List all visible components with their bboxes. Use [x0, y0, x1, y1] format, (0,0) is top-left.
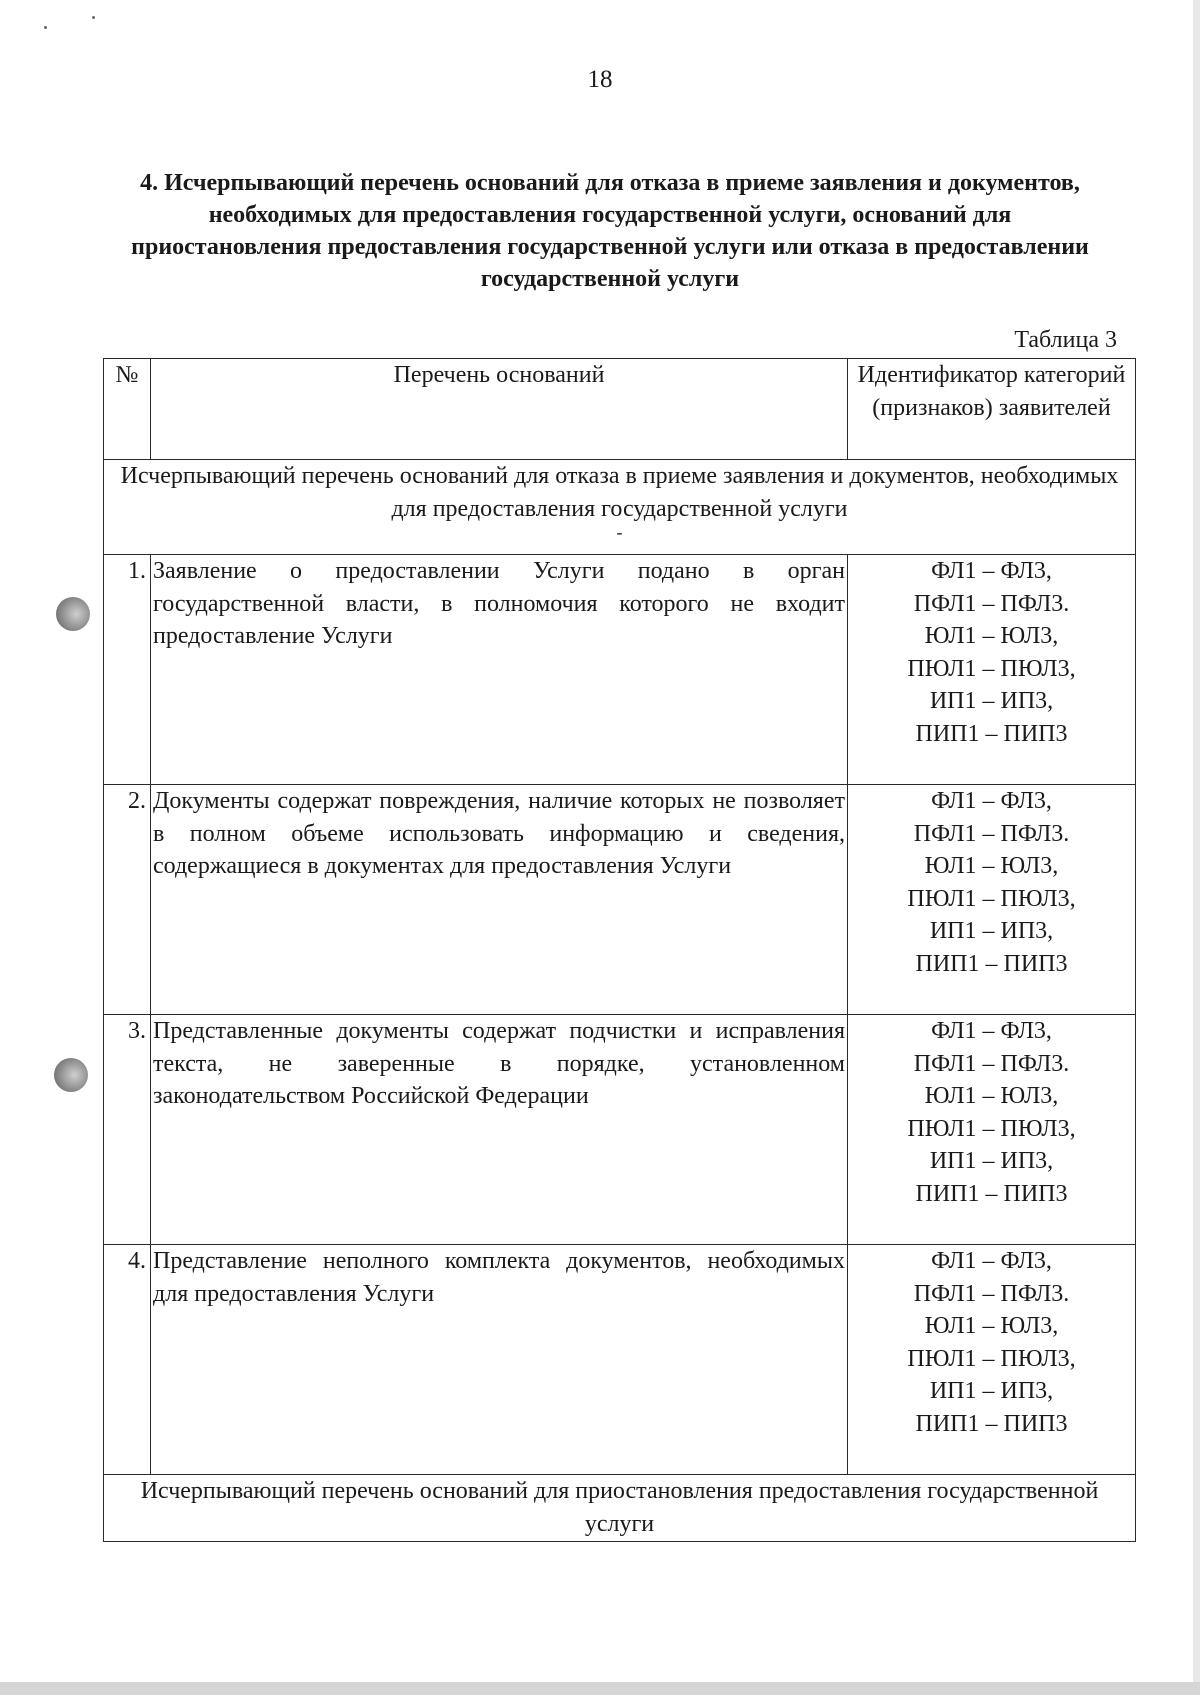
identifier-line: ЮЛ1 – ЮЛ3, — [924, 853, 1059, 879]
identifier-line: ПФЛ1 – ПФЛ3. — [913, 1050, 1070, 1077]
identifier-line: ИП1 – ИП3, — [929, 1148, 1054, 1174]
identifier-line: ПИП1 – ПИП3 — [915, 720, 1068, 747]
punch-hole-top — [56, 597, 90, 631]
section-heading-cell — [104, 460, 1136, 555]
identifier-line: ИП1 – ИП3, — [929, 1378, 1054, 1404]
section-heading-suspension: Исчерпывающий перечень оснований для приостановления предоставления государственной услуги — [104, 1475, 1136, 1542]
identifier-line: ПФЛ1 – ПФЛ3. — [913, 820, 1070, 847]
scan-right-edge — [1193, 0, 1200, 1695]
section-title: 4. Исчерпывающий перечень оснований для отказа в приеме заявления и документов, необходимых для предоставления государственной услуги, оснований для приостановления предоставления государственной услуги или отказа в предоставлении государственной услуги — [131, 170, 1089, 292]
row-identifiers — [848, 1245, 1136, 1475]
section-heading: Исчерпывающий перечень оснований для отказа в приеме заявления и документов, необходимых для предоставления государственной услуги — [120, 463, 1119, 522]
table-row — [104, 785, 1136, 1015]
row-number: 1. — [104, 555, 151, 785]
identifier-line: ЮЛ1 – ЮЛ3, — [924, 623, 1059, 649]
table-caption: Таблица 3 — [1014, 327, 1117, 353]
identifier-line: ИП1 – ИП3, — [929, 688, 1054, 714]
section-row-suspension — [104, 1475, 1136, 1542]
identifier-line: ИП1 – ИП3, — [929, 918, 1054, 944]
identifier-line: ПЮЛ1 – ПЮЛ3, — [907, 1345, 1076, 1372]
row-identifiers — [848, 785, 1136, 1015]
reasons-table — [103, 358, 1136, 1542]
identifier-line: ФЛ1 – ФЛ3, — [931, 788, 1052, 814]
page-number: 18 — [587, 66, 613, 93]
row-identifiers — [848, 555, 1136, 785]
table-row — [104, 1015, 1136, 1245]
header-number: № — [104, 359, 151, 460]
identifier-line: ЮЛ1 – ЮЛ3, — [924, 1083, 1059, 1109]
header-identifier: Идентификатор категорий (признаков) заявителей — [848, 359, 1136, 460]
section-row-refusal-acceptance — [104, 460, 1136, 555]
scan-speck — [92, 16, 95, 19]
row-reason-text: Заявление о предоставлении Услуги подано в орган государственной власти, в полномочия которого не входит предоставление Услуги — [151, 555, 848, 785]
table-header-row — [104, 359, 1136, 460]
row-reason-text: Представленные документы содержат подчистки и исправления текста, не заверенные в порядке, установленном законодательством Российской Федерации — [151, 1015, 848, 1245]
row-number: 3. — [104, 1015, 151, 1245]
identifier-line: ПИП1 – ПИП3 — [915, 950, 1068, 977]
identifier-line: ПИП1 – ПИП3 — [915, 1410, 1068, 1437]
identifier-line: ПЮЛ1 – ПЮЛ3, — [907, 1115, 1076, 1142]
identifier-line: ПФЛ1 – ПФЛ3. — [913, 1280, 1070, 1307]
table-row — [104, 555, 1136, 785]
row-number: 2. — [104, 785, 151, 1015]
section-dash: - — [616, 522, 623, 542]
identifier-line: ПЮЛ1 – ПЮЛ3, — [907, 885, 1076, 912]
header-reasons: Перечень оснований — [151, 359, 848, 460]
identifier-line: ФЛ1 – ФЛ3, — [931, 1248, 1052, 1274]
identifier-line: ПИП1 – ПИП3 — [915, 1180, 1068, 1207]
identifier-line: ПФЛ1 – ПФЛ3. — [913, 590, 1070, 617]
table-row — [104, 1245, 1136, 1475]
identifier-line: ФЛ1 – ФЛ3, — [931, 558, 1052, 584]
scan-bottom-edge — [0, 1682, 1200, 1695]
punch-hole-bottom — [54, 1058, 88, 1092]
identifier-line: ПЮЛ1 – ПЮЛ3, — [907, 655, 1076, 682]
row-identifiers — [848, 1015, 1136, 1245]
identifier-line: ФЛ1 – ФЛ3, — [931, 1018, 1052, 1044]
row-reason-text: Представление неполного комплекта документов, необходимых для предоставления Услуги — [151, 1245, 848, 1475]
scan-speck — [44, 26, 47, 29]
row-number: 4. — [104, 1245, 151, 1475]
row-reason-text: Документы содержат повреждения, наличие которых не позволяет в полном объеме использовать информацию и сведения, содержащиеся в документах для предоставления Услуги — [151, 785, 848, 1015]
identifier-line: ЮЛ1 – ЮЛ3, — [924, 1313, 1059, 1339]
